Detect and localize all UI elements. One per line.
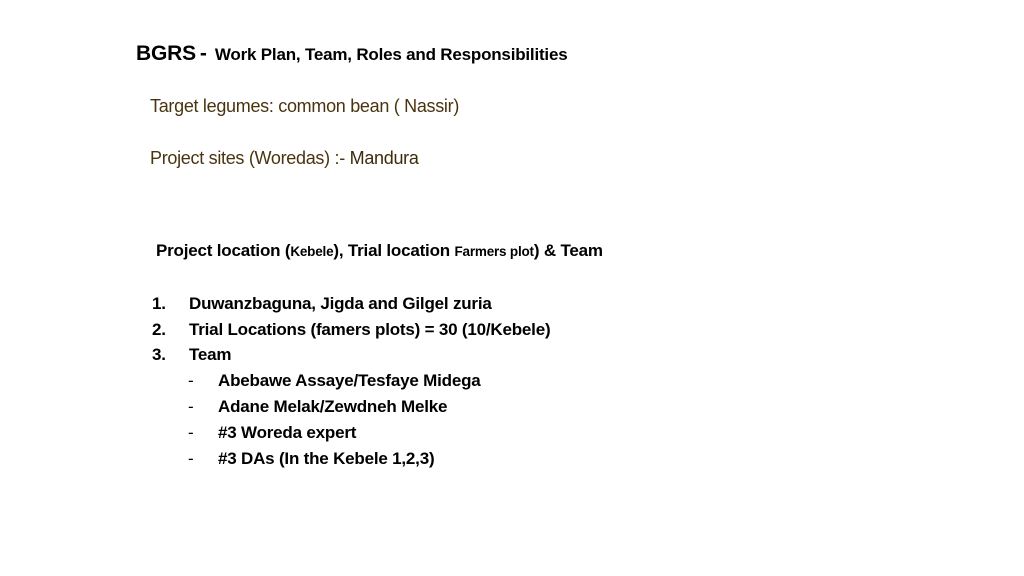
list-item [152,317,550,343]
dash-bullet: - [188,448,194,468]
project-sites-value: Mandura [349,148,419,168]
list-number: 1. [152,293,166,313]
project-sites-label: Project sites (Woredas) :- [150,148,345,168]
team-member-text: #3 DAs (In the Kebele 1,2,3) [218,448,435,468]
title-separator: - [199,42,207,65]
team-member-item [152,368,550,394]
heading-part2-small: Farmers plot [454,244,534,259]
title-main: BGRS [136,42,196,65]
dash-bullet: - [188,371,194,391]
section-heading [156,241,603,261]
heading-part1-small: Kebele [290,244,334,259]
title-subtitle: Work Plan, Team, Roles and Responsibilities [214,45,568,64]
list-text: Duwanzbaguna, Jigda and Gilgel zuria [189,293,492,313]
project-sites-line [150,148,419,169]
list-text: Team [189,345,232,365]
list-item [152,291,550,317]
heading-part3: ) & Team [533,241,603,260]
list-number: 3. [152,345,166,365]
list-item [152,343,550,369]
heading-part1: Project location ( [156,241,291,260]
list-text: Trial Locations (famers plots) = 30 (10/Kebele) [189,319,551,339]
team-member-item [152,446,550,472]
team-member-item [152,394,550,420]
dash-bullet: - [188,397,194,417]
team-member-item [152,420,550,446]
heading-part2: ), Trial location [333,241,455,260]
numbered-list [152,291,550,472]
target-legumes-line: Target legumes: common bean ( Nassir) [150,96,460,116]
dash-bullet: - [188,422,194,442]
list-number: 2. [152,319,166,339]
team-member-text: Adane Melak/Zewdneh Melke [218,397,448,417]
slide-title [136,42,567,66]
team-member-text: Abebawe Assaye/Tesfaye Midega [218,371,481,391]
team-member-text: #3 Woreda expert [218,422,357,442]
